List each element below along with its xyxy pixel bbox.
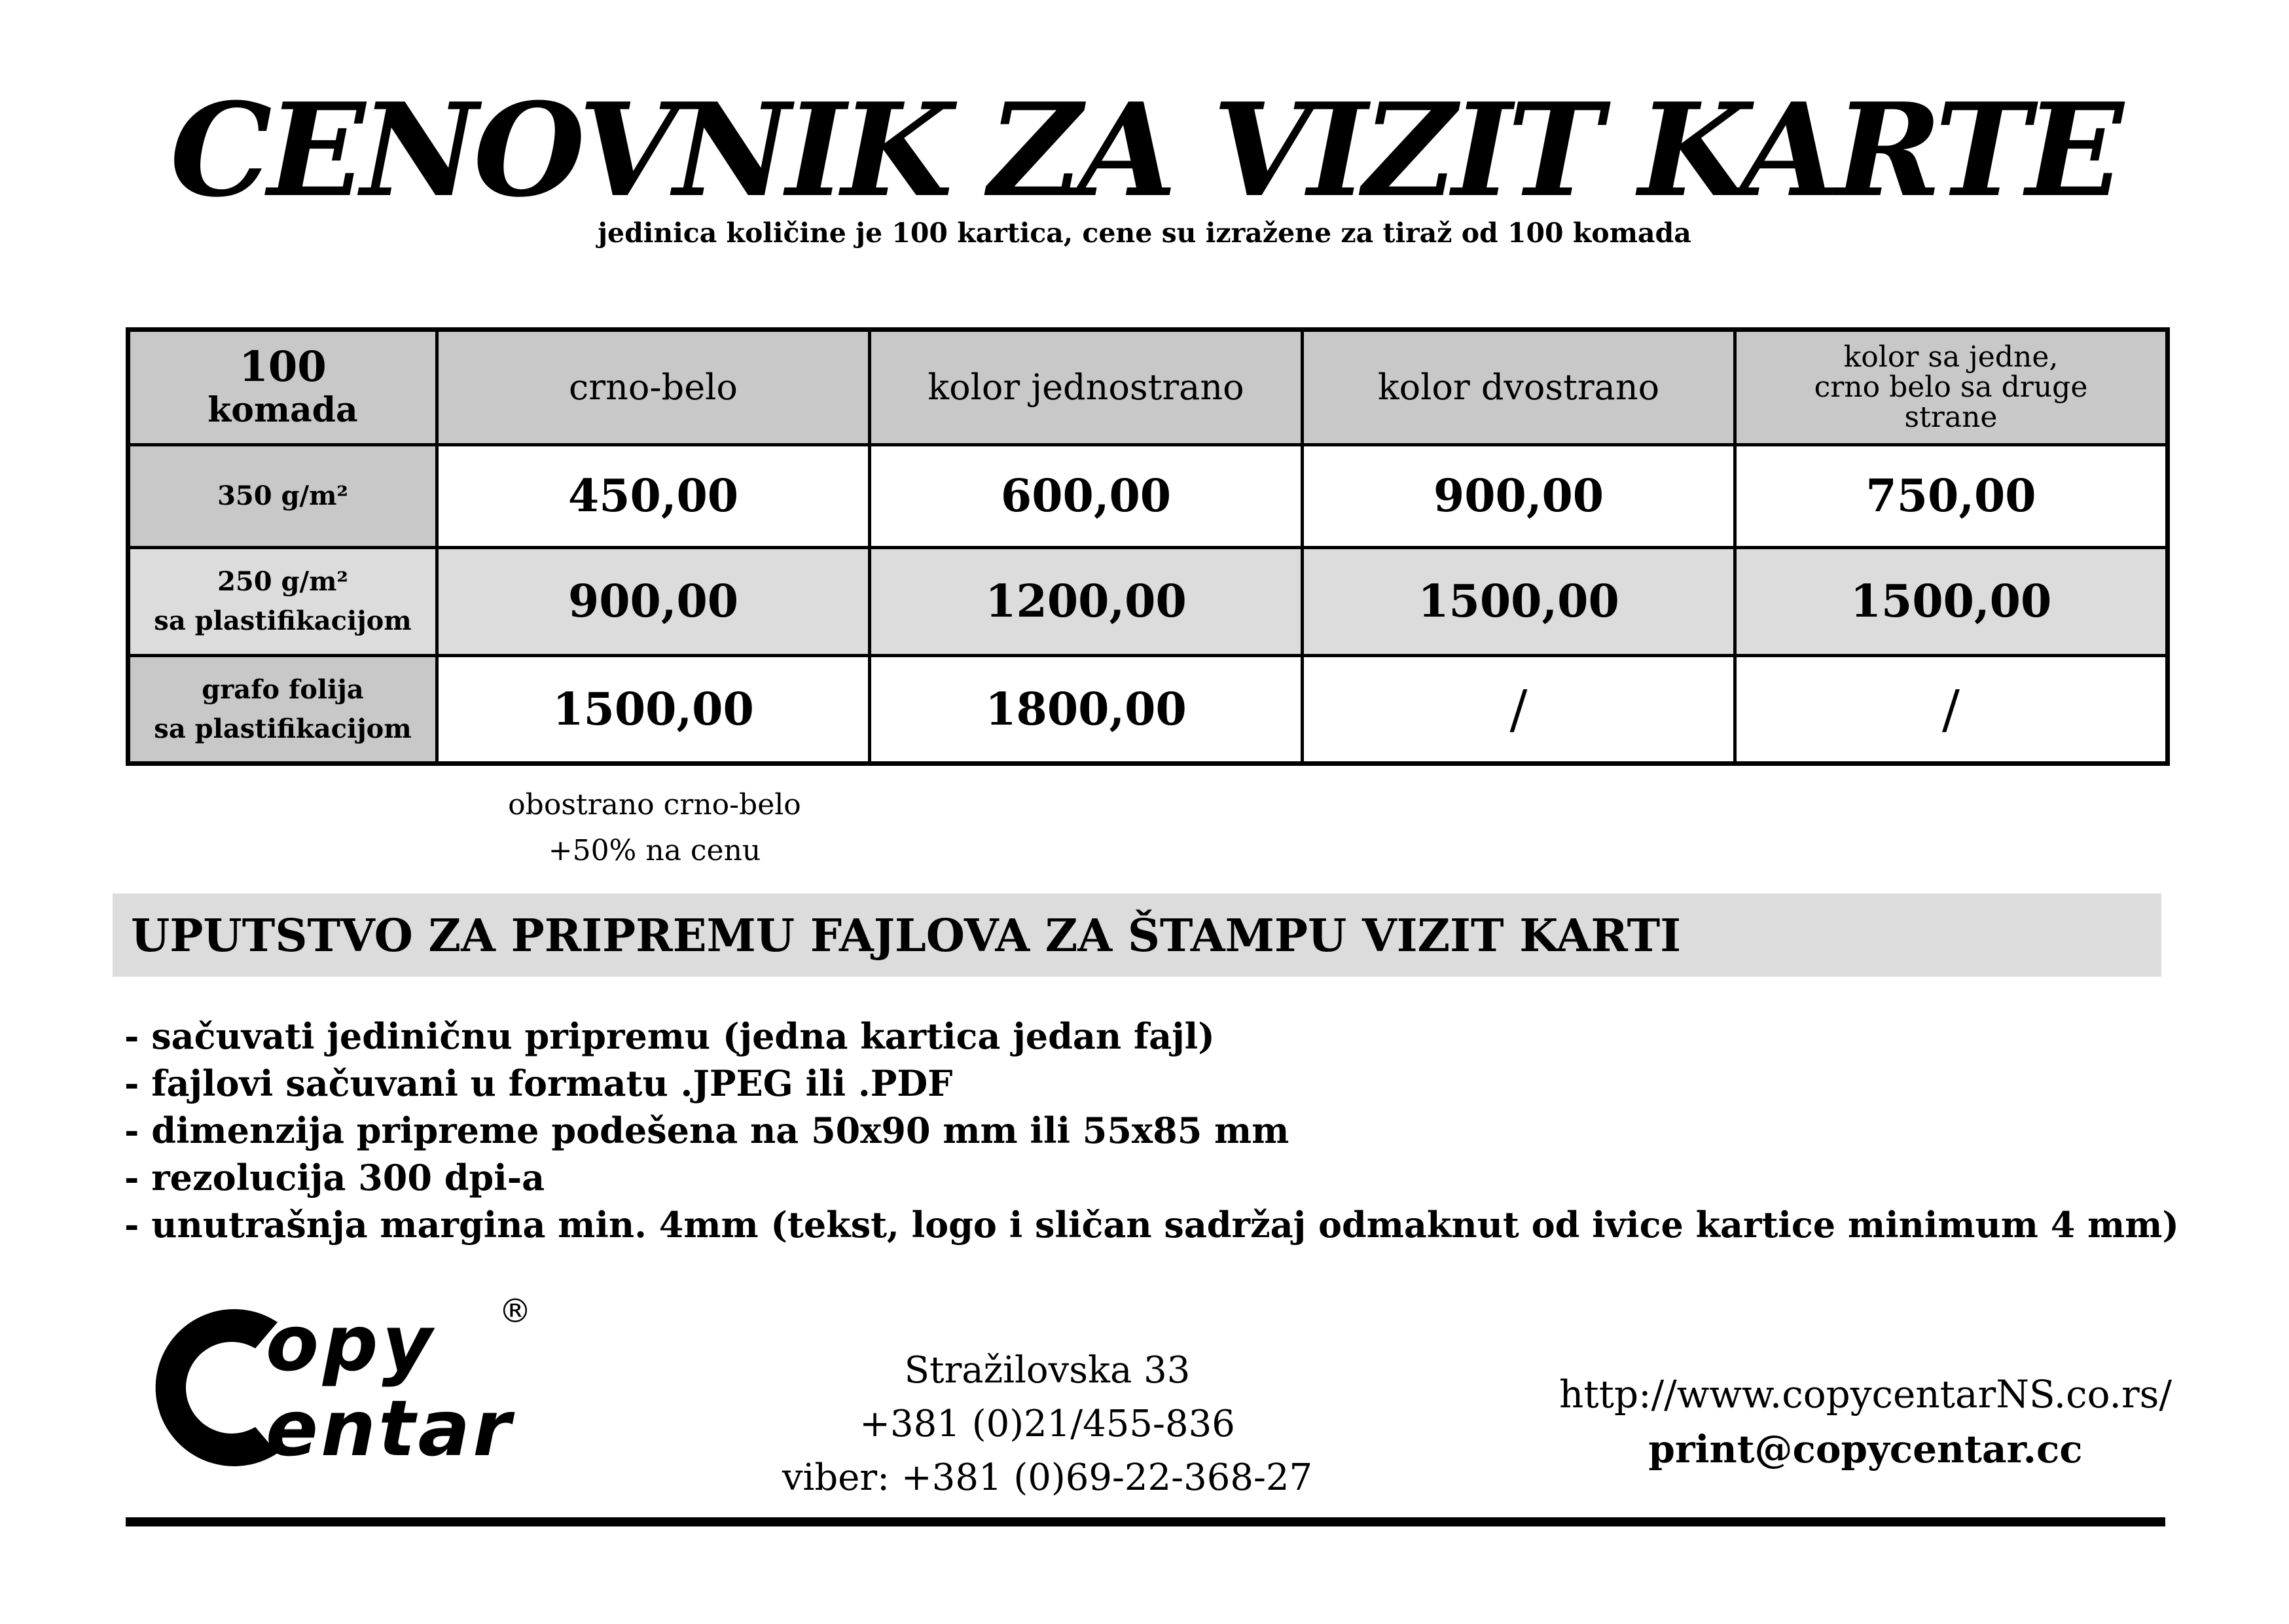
list-item: - sačuvati jediničnu pripremu (jedna kartica jedan fajl): [124, 1015, 1215, 1057]
section-title: UPUTSTVO ZA PRIPREMU FAJLOVA ZA ŠTAMPU VIZIT KARTI: [131, 910, 1682, 962]
price-cell: 450,00: [437, 445, 870, 548]
note-line: obostrano crno-belo: [508, 788, 801, 821]
row-header: [128, 445, 437, 548]
price-cell: 750,00: [1735, 445, 2168, 548]
column-header: kolor sa jedne, crno belo sa druge strane: [1735, 330, 2168, 445]
list-item: - unutrašnja margina min. 4mm (tekst, logo i sličan sadržaj odmaknut od ivice kartice minimum 4 mm): [124, 1204, 2179, 1246]
price-table: [126, 327, 2170, 766]
row-header-line: sa plastifikacijom: [154, 713, 412, 744]
quantity-number: 100: [239, 342, 327, 391]
logo-word-top: opy: [266, 1298, 437, 1388]
surcharge-note: [458, 782, 851, 874]
price-cell: 1500,00: [1735, 548, 2168, 656]
list-item: - dimenzija pripreme podešena na 50x90 mm ili 55x85 mm: [124, 1110, 1289, 1151]
price-cell: 1500,00: [1303, 548, 1735, 656]
row-header: [128, 548, 437, 656]
website-link[interactable]: http://www.copycentarNS.co.rs/: [1559, 1372, 2172, 1416]
list-item: - rezolucija 300 dpi-a: [124, 1157, 545, 1199]
instructions-header-bar: [113, 893, 2161, 977]
table-row: [128, 445, 2168, 548]
column-header: kolor jednostrano: [870, 330, 1303, 445]
quantity-unit: komada: [207, 390, 358, 430]
email-link[interactable]: print@copycentar.cc: [1648, 1427, 2083, 1471]
price-cell: 1200,00: [870, 548, 1303, 656]
table-header-row: [128, 330, 2168, 445]
price-cell: 900,00: [437, 548, 870, 656]
row-header-line: 250 g/m²: [217, 566, 348, 597]
row-header: [128, 656, 437, 764]
price-cell: 600,00: [870, 445, 1303, 548]
table-row: [128, 656, 2168, 764]
note-line: +50% na cenu: [548, 834, 761, 867]
page-subtitle: jedinica količine je 100 kartica, cene su izražene za tiraž od 100 komada: [598, 217, 1691, 249]
price-cell: 900,00: [1303, 445, 1735, 548]
price-cell: 1800,00: [870, 656, 1303, 764]
quantity-header: [128, 330, 437, 445]
copy-centar-logo: [126, 1293, 623, 1483]
page-title: CENOVNIK ZA VIZIT KARTE: [170, 75, 2119, 226]
viber-line: viber: +381 (0)69-22-368-27: [782, 1456, 1313, 1499]
footer-divider: [126, 1517, 2165, 1526]
contact-address: [720, 1344, 1375, 1505]
row-header-line: grafo folija: [202, 674, 364, 705]
logo-word-bottom: entar: [266, 1383, 514, 1473]
address-line: Stražilovska 33: [904, 1349, 1191, 1392]
row-header-line: 350 g/m²: [217, 480, 348, 511]
registered-mark: ®: [499, 1293, 532, 1330]
table-row: [128, 548, 2168, 656]
price-cell: /: [1303, 656, 1735, 764]
price-cell: /: [1735, 656, 2168, 764]
column-header: kolor dvostrano: [1303, 330, 1735, 445]
phone-line: +381 (0)21/455-836: [859, 1403, 1235, 1445]
column-header: crno-belo: [437, 330, 870, 445]
contact-web: [1505, 1367, 2226, 1477]
instructions-list: [124, 1013, 2179, 1248]
price-cell: 1500,00: [437, 656, 870, 764]
row-header-line: sa plastifikacijom: [154, 605, 412, 636]
list-item: - fajlovi sačuvani u formatu .JPEG ili .PDF: [124, 1062, 953, 1104]
